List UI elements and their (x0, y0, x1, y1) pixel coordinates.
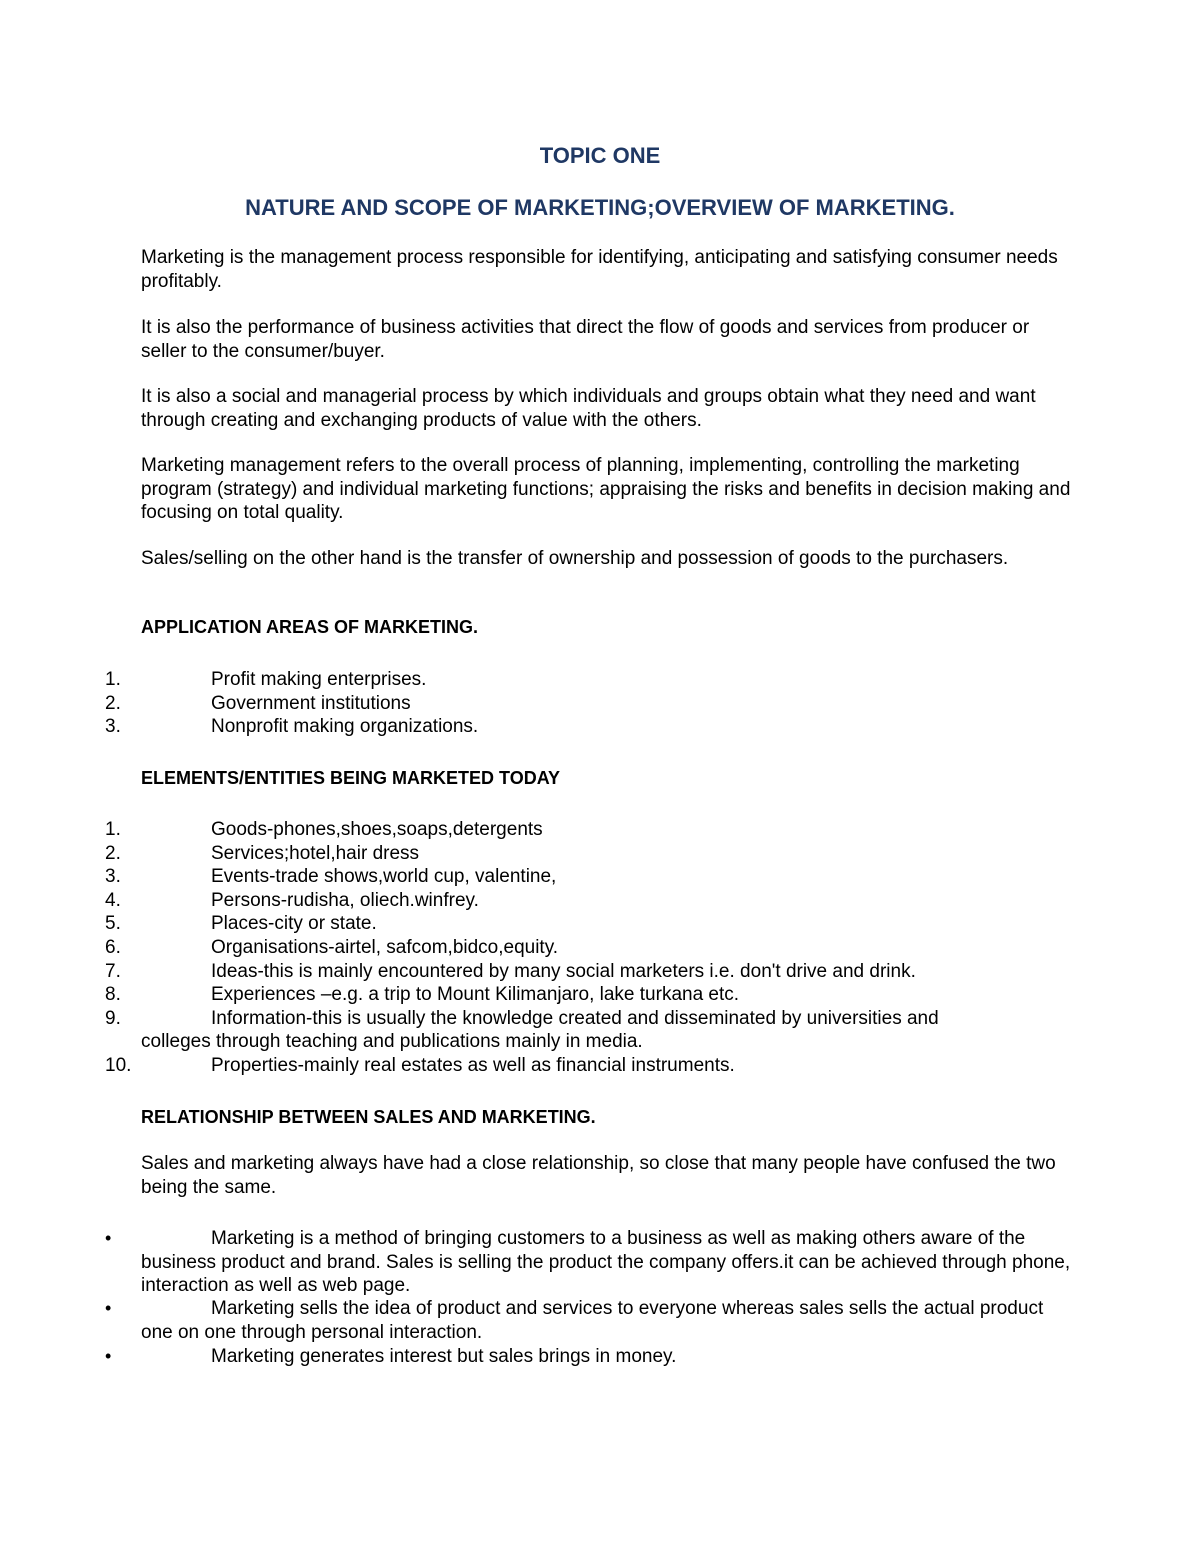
list-text: Properties-mainly real estates as well as financial instruments. (211, 1055, 735, 1076)
list-item (105, 1007, 1065, 1031)
paragraph: Marketing is the management process responsible for identifying, anticipating and satisfying consumer needs profitably. (141, 247, 1058, 292)
paragraph: Sales and marketing always have had a close relationship, so close that many people have confused the two being the same. (141, 1153, 1056, 1198)
bullet-text: Marketing is a method of bringing customers to a business as well as making others aware of the business product and brand. Sales is selling the product the company offers.it can be achieved through phone, interaction as well as web page. (141, 1228, 1071, 1296)
list-item (105, 1054, 1065, 1078)
list-number: 8. (105, 984, 121, 1005)
list-text: Profit making enterprises. (211, 669, 427, 690)
list-number: 7. (105, 961, 121, 982)
list-text: Experiences –e.g. a trip to Mount Kilimanjaro, lake turkana etc. (211, 984, 740, 1005)
list-number: 3. (105, 866, 121, 887)
list-text: Events-trade shows,world cup, valentine, (211, 866, 557, 887)
list-number: 2. (105, 693, 121, 714)
section-heading-elements: ELEMENTS/ENTITIES BEING MARKETED TODAY (141, 768, 561, 788)
paragraph: Marketing management refers to the overall process of planning, implementing, controlling the marketing program (strategy) and individual marketing functions; appraising the risks and benefits in decision making and focusing on total quality. (141, 455, 1071, 523)
list-text: Government institutions (211, 693, 411, 714)
list-text: Nonprofit making organizations. (211, 716, 479, 737)
page-title: TOPIC ONE (539, 143, 661, 168)
list-item (105, 960, 1065, 984)
paragraph: It is also the performance of business activities that direct the flow of goods and services from producer or seller to the consumer/buyer. (141, 317, 1030, 362)
page-subtitle: NATURE AND SCOPE OF MARKETING;OVERVIEW OF MARKETING. (245, 195, 955, 220)
list-item (105, 889, 1065, 913)
bullet-item (105, 1227, 1071, 1298)
section-heading-relationship: RELATIONSHIP BETWEEN SALES AND MARKETING. (141, 1107, 596, 1127)
list-number: 10. (105, 1055, 132, 1076)
list-item (105, 936, 1065, 960)
bullet-text: Marketing generates interest but sales brings in money. (211, 1346, 677, 1367)
list-item (105, 692, 1065, 716)
list-number: 1. (105, 819, 121, 840)
list-text: Persons-rudisha, oliech.winfrey. (211, 890, 479, 911)
bullet-text: Marketing sells the idea of product and services to everyone whereas sales sells the actual product one on one through personal interaction. (141, 1298, 1044, 1343)
section-heading-application-areas: APPLICATION AREAS OF MARKETING. (141, 617, 478, 637)
list-number: 6. (105, 937, 121, 958)
list-text: Organisations-airtel, safcom,bidco,equity. (211, 937, 559, 958)
list-item (105, 715, 1065, 739)
list-number: 9. (105, 1008, 121, 1029)
paragraph: Sales/selling on the other hand is the transfer of ownership and possession of goods to the purchasers. (141, 548, 1009, 569)
bullet-icon: • (105, 1228, 112, 1248)
list-number: 3. (105, 716, 121, 737)
list-item (105, 818, 1065, 842)
list-item-continuation: colleges through teaching and publications mainly in media. (141, 1031, 643, 1052)
list-text: Goods-phones,shoes,soaps,detergents (211, 819, 543, 840)
list-item (105, 668, 1065, 692)
list-item (105, 842, 1065, 866)
list-number: 4. (105, 890, 121, 911)
list-text: Ideas-this is mainly encountered by many social marketers i.e. don't drive and drink. (211, 961, 916, 982)
list-text: Services;hotel,hair dress (211, 843, 420, 864)
list-number: 5. (105, 913, 121, 934)
bullet-item (105, 1297, 1071, 1344)
bullet-item (105, 1345, 1071, 1369)
list-item (105, 983, 1065, 1007)
list-text: Places-city or state. (211, 913, 377, 934)
paragraph: It is also a social and managerial process by which individuals and groups obtain what they need and want through creating and exchanging products of value with the others. (141, 386, 1036, 431)
list-text: Information-this is usually the knowledge created and disseminated by universities and (211, 1008, 939, 1029)
list-item (105, 865, 1065, 889)
bullet-icon: • (105, 1298, 112, 1318)
bullet-icon: • (105, 1346, 112, 1366)
list-item (105, 912, 1065, 936)
list-number: 1. (105, 669, 121, 690)
list-number: 2. (105, 843, 121, 864)
